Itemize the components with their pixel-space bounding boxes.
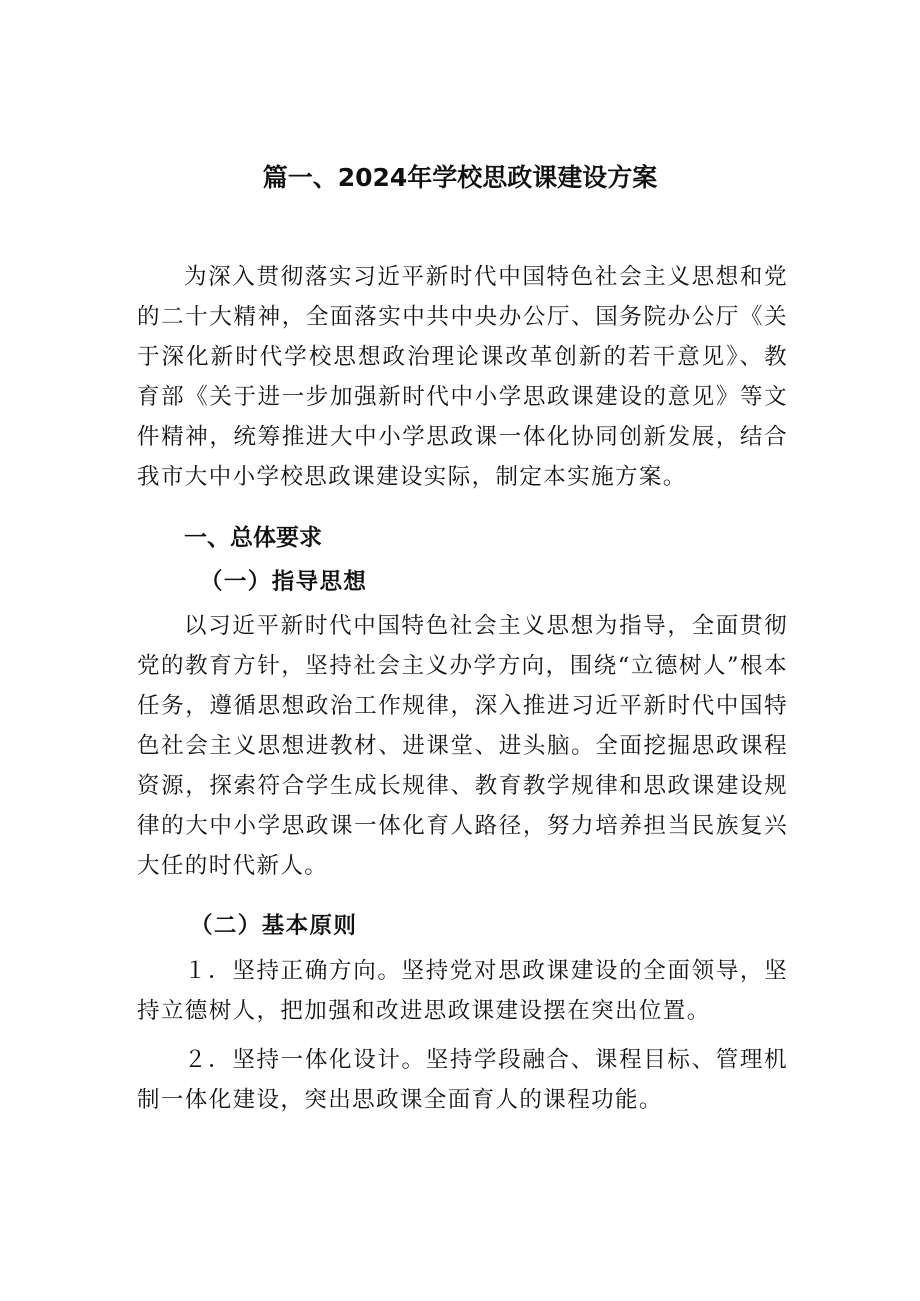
subsection-heading-guiding-ideology: （一）指导思想 — [200, 569, 368, 595]
document-title: 篇一、2024年学校思政课建设方案 — [262, 163, 658, 192]
guiding-ideology-paragraph: 以习近平新时代中国特色社会主义思想为指导，全面贯彻党的教育方针，坚持社会主义办学方向，围绕“立德树人”根本任务，遵循思想政治工作规律，深入推进习近平新时代中国特色社会主义思想进教材、进课堂、进头脑。全面挖掘思政课程资源，探索符合学生成长规律、教育教学规律和思政课建设规律的大中小学思政课一体化育人路径，努力培养担当民族复兴大任的时代新人。 — [137, 613, 788, 879]
principle-1-paragraph: １．坚持正确方向。坚持党对思政课建设的全面领导，坚持立德树人，把加强和改进思政课建设摆在突出位置。 — [137, 958, 788, 1024]
intro-paragraph: 为深入贯彻落实习近平新时代中国特色社会主义思想和党的二十大精神，全面落实中共中央办公厅、国务院办公厅《关于深化新时代学校思想政治理论课改革创新的若干意见》、教育部《关于进一步加强新时代中小学思政课建设的意见》等文件精神，统筹推进大中小学思政课一体化协同创新发展，结合我市大中小学校思政课建设实际，制定本实施方案。 — [137, 264, 788, 490]
subsection-heading-basic-principles: （二）基本原则 — [190, 913, 358, 939]
principle-2-paragraph: ２．坚持一体化设计。坚持学段融合、课程目标、管理机制一体化建设，突出思政课全面育人的课程功能。 — [137, 1047, 788, 1113]
section-heading-overall-requirements: 一、总体要求 — [184, 525, 322, 551]
